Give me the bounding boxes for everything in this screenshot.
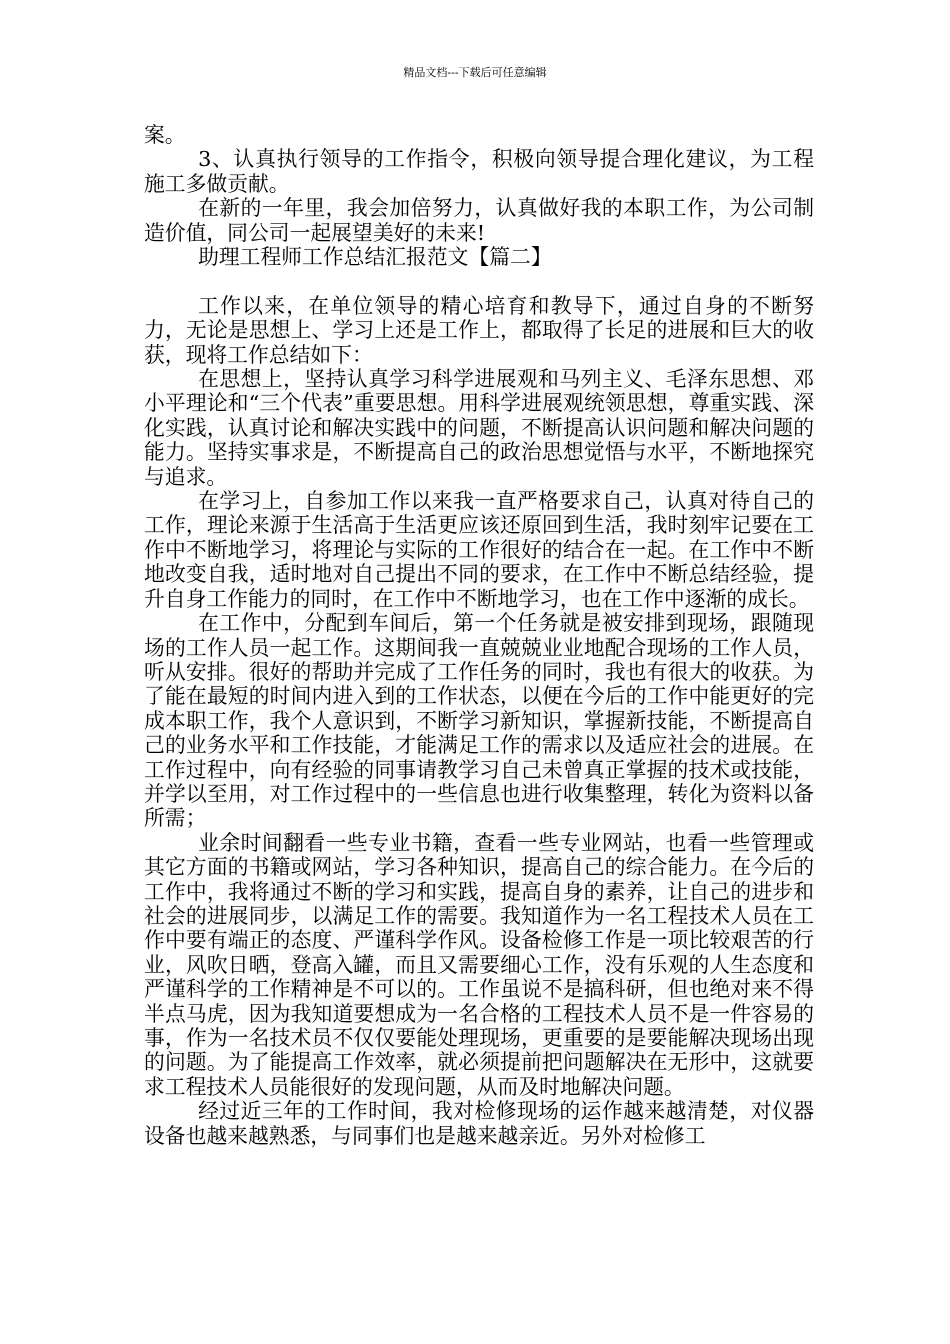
paragraph-experience: 经过近三年的工作时间，我对检修现场的运作越来越清楚，对仪器设备也越来越熟悉，与同事们也是越来越亲近。另外对检修工 [144, 1099, 814, 1148]
document-body [144, 123, 814, 1148]
paragraph-item-3: 3、认真执行领导的工作指令，积极向领导提合理化建议，为工程施工多做贡献。 [144, 147, 814, 196]
paragraph-work: 在工作中，分配到车间后，第一个任务就是被安排到现场，跟随现场的工作人员一起工作。这期间我一直兢兢业业地配合现场的工作人员，听从安排。很好的帮助并完成了工作任务的同时，我也有很大的收获。为了能在最短的时间内进入到的工作状态，以便在今后的工作中能更好的完成本职工作，我个人意识到，不断学习新知识，掌握新技能，不断提高自己的业务水平和工作技能，才能满足工作的需求以及适应社会的进展。在工作过程中，向有经验的同事请教学习自己未曾真正掌握的技术或技能，并学以至用，对工作过程中的一些信息也进行收集整理，转化为资料以备所需； [144, 611, 814, 831]
section-heading: 助理工程师工作总结汇报范文【篇二】 [198, 245, 552, 270]
paragraph-continuation: 案。 [144, 123, 186, 147]
page-header: 精品文档---下载后可任意编辑 [403, 66, 547, 79]
paragraph-new-year: 在新的一年里，我会加倍努力，认真做好我的本职工作，为公司制造价值，同公司一起展望美好的未来! [144, 196, 814, 245]
paragraph-spare-time: 业余时间翻看一些专业书籍，查看一些专业网站，也看一些管理或其它方面的书籍或网站，学习各种知识，提高自己的综合能力。在今后的工作中，我将通过不断的学习和实践，提高自身的素养，让自己的进步和社会的进展同步，以满足工作的需要。我知道作为一名工程技术人员在工作中要有端正的态度、严谨科学作风。设备检修工作是一项比较艰苦的行业，风吹日晒，登高入罐，而且又需要细心工作，没有乐观的人生态度和严谨科学的工作精神是不可以的。工作虽说不是搞科研，但也绝对来不得半点马虎，因为我知道要想成为一名合格的工程技术人员不是一件容易的事，作为一名技术员不仅仅要能处理现场，更重要的是要能解决现场出现的问题。为了能提高工作效率，就必须提前把问题解决在无形中，这就要求工程技术人员能很好的发现问题，从而及时地解决问题。 [144, 830, 814, 1099]
paragraph-study: 在学习上，自参加工作以来我一直严格要求自己，认真对待自己的工作，理论来源于生活高于生活更应该还原回到生活，我时刻牢记要在工作中不断地学习，将理论与实际的工作很好的结合在一起。在工作中不断地改变自我，适时地对自己提出不同的要求，在工作中不断总结经验，提升自身工作能力的同时，在工作中不断地学习，也在工作中逐渐的成长。 [144, 489, 814, 611]
paragraph-thought: 在思想上，坚持认真学习科学进展观和马列主义、毛泽东思想、邓小平理论和“三个代表”重要思想。用科学进展观统领思想，尊重实践、深化实践，认真讨论和解决实践中的问题，不断提高认识问题和解决问题的能力。坚持实事求是，不断提高自己的政治思想觉悟与水平，不断地探究与追求。 [144, 367, 814, 489]
blank-line [144, 269, 814, 293]
paragraph-intro: 工作以来，在单位领导的精心培育和教导下，通过自身的不断努力，无论是思想上、学习上还是工作上，都取得了长足的进展和巨大的收获，现将工作总结如下： [144, 293, 814, 367]
